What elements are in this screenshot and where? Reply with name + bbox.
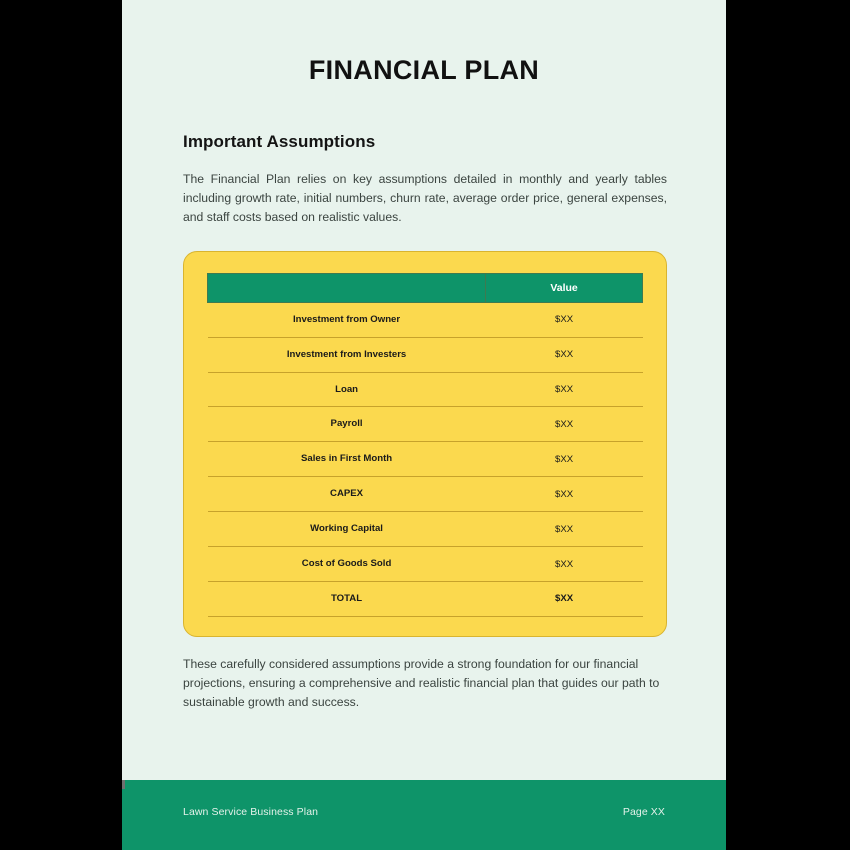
assumptions-card	[183, 251, 667, 637]
intro-paragraph: The Financial Plan relies on key assumptions detailed in monthly and yearly tables including growth rate, initial numbers, churn rate, average order price, general expenses, and staff costs based on realistic values.	[183, 172, 667, 224]
table-head	[208, 273, 643, 302]
row-value: $XX	[486, 547, 643, 582]
closing-paragraph: These carefully considered assumptions provide a strong foundation for our financial projections, ensuring a comprehensive and realistic financial plan that guides our path to sustainable growth and success.	[183, 656, 660, 709]
table-row	[208, 337, 643, 372]
assumptions-table	[207, 273, 643, 617]
row-label: CAPEX	[208, 477, 486, 512]
row-label: Sales in First Month	[208, 442, 486, 477]
page-footer	[122, 780, 726, 850]
row-label: Investment from Owner	[208, 302, 486, 337]
content-column	[183, 132, 667, 712]
table-body	[208, 302, 643, 616]
table-row	[208, 581, 643, 616]
table-row	[208, 372, 643, 407]
row-value: $XX	[486, 442, 643, 477]
row-label: Payroll	[208, 407, 486, 442]
column-header-value: Value	[486, 273, 643, 302]
table-row	[208, 302, 643, 337]
row-value: $XX	[486, 512, 643, 547]
footer-content	[183, 806, 665, 818]
row-value: $XX	[486, 337, 643, 372]
row-label: Working Capital	[208, 512, 486, 547]
table-row	[208, 407, 643, 442]
table-row	[208, 442, 643, 477]
table-row	[208, 547, 643, 582]
row-value: $XX	[486, 302, 643, 337]
row-value: $XX	[486, 477, 643, 512]
row-value: $XX	[486, 372, 643, 407]
section-heading: Important Assumptions	[183, 132, 376, 151]
table-header-row	[208, 273, 643, 302]
table-row	[208, 477, 643, 512]
row-label: Loan	[208, 372, 486, 407]
row-label: TOTAL	[208, 581, 486, 616]
footer-document-name: Lawn Service Business Plan	[183, 806, 319, 818]
footer-page-number: Page XX	[622, 806, 665, 818]
row-label: Investment from Investers	[208, 337, 486, 372]
page-title: FINANCIAL PLAN	[308, 55, 540, 85]
document-page	[122, 0, 726, 850]
table-row	[208, 512, 643, 547]
row-label: Cost of Goods Sold	[208, 547, 486, 582]
row-value: $XX	[486, 407, 643, 442]
column-header-label	[208, 273, 486, 302]
footer-notch	[122, 780, 125, 789]
row-value: $XX	[486, 581, 643, 616]
